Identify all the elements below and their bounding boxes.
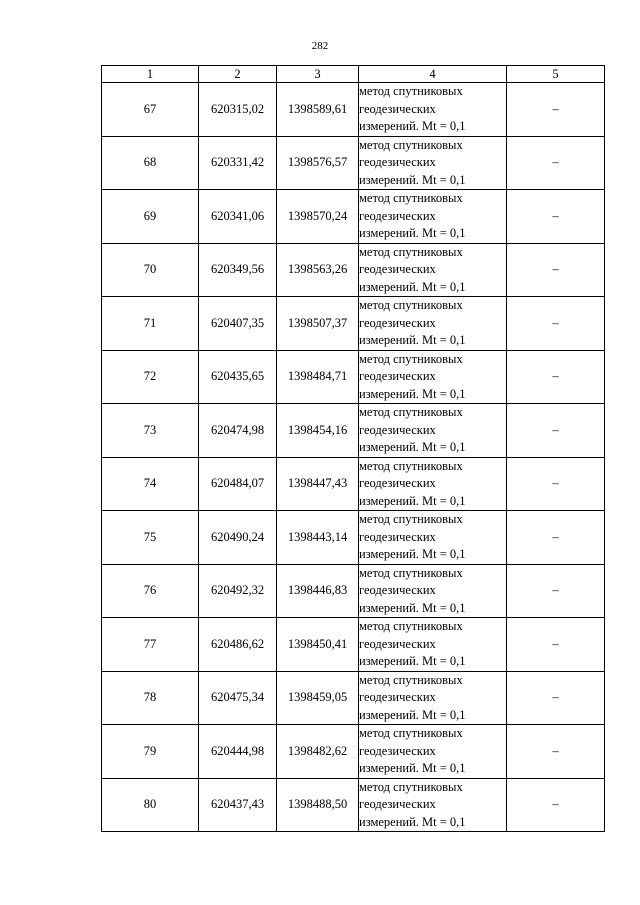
y-coordinate-cell: 1398447,43: [277, 457, 359, 511]
point-number-cell: 68: [102, 136, 199, 190]
point-number-cell: 79: [102, 725, 199, 779]
method-line-2: геодезических: [359, 743, 436, 758]
table-row: [102, 350, 605, 404]
method-cell: [359, 404, 507, 458]
y-coordinate-cell: 1398570,24: [277, 190, 359, 244]
method-line-3: измерений. Mt = 0,1: [359, 226, 466, 240]
coordinates-table: [101, 65, 605, 832]
method-line-2: геодезических: [359, 101, 436, 116]
method-line-3: измерений. Mt = 0,1: [359, 172, 466, 187]
table-row: [102, 83, 605, 137]
point-number-cell: 71: [102, 297, 199, 351]
y-coordinate-cell: 1398507,37: [277, 297, 359, 351]
table-header-row: [102, 66, 605, 83]
note-cell: –: [507, 725, 605, 779]
method-line-2: геодезических: [359, 583, 436, 597]
method-cell: [359, 297, 507, 351]
note-cell: –: [507, 671, 605, 725]
note-cell: –: [507, 83, 605, 137]
method-line-2: геодезических: [359, 369, 436, 383]
y-coordinate-cell: 1398459,05: [277, 671, 359, 725]
method-cell: [359, 511, 507, 565]
column-header-5: 5: [507, 66, 605, 83]
column-header-1: 1: [102, 66, 199, 83]
note-cell: –: [507, 350, 605, 404]
method-line-1: метод спутниковых: [359, 672, 463, 687]
method-line-1: метод спутниковых: [359, 405, 463, 419]
method-cell: [359, 457, 507, 511]
table-row: [102, 725, 605, 779]
note-cell: –: [507, 136, 605, 190]
method-line-1: метод спутниковых: [359, 244, 463, 259]
method-line-3: измерений. Mt = 0,1: [359, 440, 466, 454]
note-cell: –: [507, 618, 605, 672]
y-coordinate-cell: 1398589,61: [277, 83, 359, 137]
method-cell: [359, 618, 507, 672]
table-body: [102, 83, 605, 832]
method-line-2: геодезических: [359, 476, 436, 490]
note-cell: –: [507, 190, 605, 244]
method-line-3: измерений. Mt = 0,1: [359, 386, 466, 401]
method-line-1: метод спутниковых: [359, 565, 463, 580]
method-line-3: измерений. Mt = 0,1: [359, 761, 466, 775]
x-coordinate-cell: 620407,35: [199, 297, 277, 351]
column-header-2: 2: [199, 66, 277, 83]
table-row: [102, 297, 605, 351]
method-line-3: измерений. Mt = 0,1: [359, 600, 466, 615]
column-header-3: 3: [277, 66, 359, 83]
method-cell: [359, 671, 507, 725]
method-line-3: измерений. Mt = 0,1: [359, 654, 466, 668]
x-coordinate-cell: 620315,02: [199, 83, 277, 137]
method-line-1: метод спутниковых: [359, 191, 463, 205]
method-line-2: геодезических: [359, 155, 436, 169]
note-cell: –: [507, 297, 605, 351]
method-line-2: геодезических: [359, 315, 436, 330]
table-row: [102, 404, 605, 458]
method-line-2: геодезических: [359, 636, 436, 651]
y-coordinate-cell: 1398563,26: [277, 243, 359, 297]
method-line-2: геодезических: [359, 262, 436, 276]
x-coordinate-cell: 620475,34: [199, 671, 277, 725]
method-line-2: геодезических: [359, 208, 436, 223]
point-number-cell: 75: [102, 511, 199, 565]
method-cell: [359, 725, 507, 779]
x-coordinate-cell: 620486,62: [199, 618, 277, 672]
y-coordinate-cell: 1398488,50: [277, 778, 359, 832]
x-coordinate-cell: 620474,98: [199, 404, 277, 458]
note-cell: –: [507, 243, 605, 297]
y-coordinate-cell: 1398446,83: [277, 564, 359, 618]
x-coordinate-cell: 620490,24: [199, 511, 277, 565]
note-cell: –: [507, 778, 605, 832]
method-line-1: метод спутниковых: [359, 351, 463, 366]
note-cell: –: [507, 457, 605, 511]
method-cell: [359, 243, 507, 297]
y-coordinate-cell: 1398443,14: [277, 511, 359, 565]
x-coordinate-cell: 620437,43: [199, 778, 277, 832]
note-cell: –: [507, 404, 605, 458]
table-row: [102, 618, 605, 672]
table-row: [102, 457, 605, 511]
method-line-3: измерений. Mt = 0,1: [359, 814, 466, 829]
point-number-cell: 77: [102, 618, 199, 672]
table-row: [102, 190, 605, 244]
page-number: 282: [311, 40, 329, 52]
y-coordinate-cell: 1398450,41: [277, 618, 359, 672]
table-row: [102, 671, 605, 725]
x-coordinate-cell: 620492,32: [199, 564, 277, 618]
column-header-4: 4: [359, 66, 507, 83]
point-number-cell: 72: [102, 350, 199, 404]
note-cell: –: [507, 564, 605, 618]
y-coordinate-cell: 1398576,57: [277, 136, 359, 190]
point-number-cell: 67: [102, 83, 199, 137]
method-line-3: измерений. Mt = 0,1: [359, 547, 466, 561]
method-line-1: метод спутниковых: [359, 619, 463, 633]
method-line-1: метод спутниковых: [359, 458, 463, 473]
y-coordinate-cell: 1398484,71: [277, 350, 359, 404]
point-number-cell: 74: [102, 457, 199, 511]
note-cell: –: [507, 511, 605, 565]
method-line-3: измерений. Mt = 0,1: [359, 333, 466, 347]
table-row: [102, 778, 605, 832]
method-cell: [359, 778, 507, 832]
method-cell: [359, 190, 507, 244]
table-row: [102, 243, 605, 297]
method-cell: [359, 83, 507, 137]
method-line-3: измерений. Mt = 0,1: [359, 119, 466, 133]
method-line-2: геодезических: [359, 797, 436, 811]
method-cell: [359, 350, 507, 404]
method-line-1: метод спутниковых: [359, 137, 463, 152]
method-line-3: измерений. Mt = 0,1: [359, 279, 466, 294]
table-row: [102, 564, 605, 618]
point-number-cell: 69: [102, 190, 199, 244]
y-coordinate-cell: 1398454,16: [277, 404, 359, 458]
method-line-3: измерений. Mt = 0,1: [359, 707, 466, 722]
method-line-2: геодезических: [359, 422, 436, 437]
point-number-cell: 70: [102, 243, 199, 297]
x-coordinate-cell: 620444,98: [199, 725, 277, 779]
table-row: [102, 136, 605, 190]
method-line-1: метод спутниковых: [359, 298, 463, 312]
table-row: [102, 511, 605, 565]
method-line-1: метод спутниковых: [359, 512, 463, 526]
method-line-1: метод спутниковых: [359, 779, 463, 794]
y-coordinate-cell: 1398482,62: [277, 725, 359, 779]
method-cell: [359, 564, 507, 618]
x-coordinate-cell: 620331,42: [199, 136, 277, 190]
method-line-1: метод спутниковых: [359, 84, 463, 98]
x-coordinate-cell: 620484,07: [199, 457, 277, 511]
method-line-2: геодезических: [359, 529, 436, 544]
x-coordinate-cell: 620435,65: [199, 350, 277, 404]
point-number-cell: 80: [102, 778, 199, 832]
x-coordinate-cell: 620349,56: [199, 243, 277, 297]
point-number-cell: 78: [102, 671, 199, 725]
method-line-1: метод спутниковых: [359, 726, 463, 740]
method-line-3: измерений. Mt = 0,1: [359, 493, 466, 508]
method-cell: [359, 136, 507, 190]
x-coordinate-cell: 620341,06: [199, 190, 277, 244]
point-number-cell: 73: [102, 404, 199, 458]
method-line-2: геодезических: [359, 690, 436, 704]
point-number-cell: 76: [102, 564, 199, 618]
